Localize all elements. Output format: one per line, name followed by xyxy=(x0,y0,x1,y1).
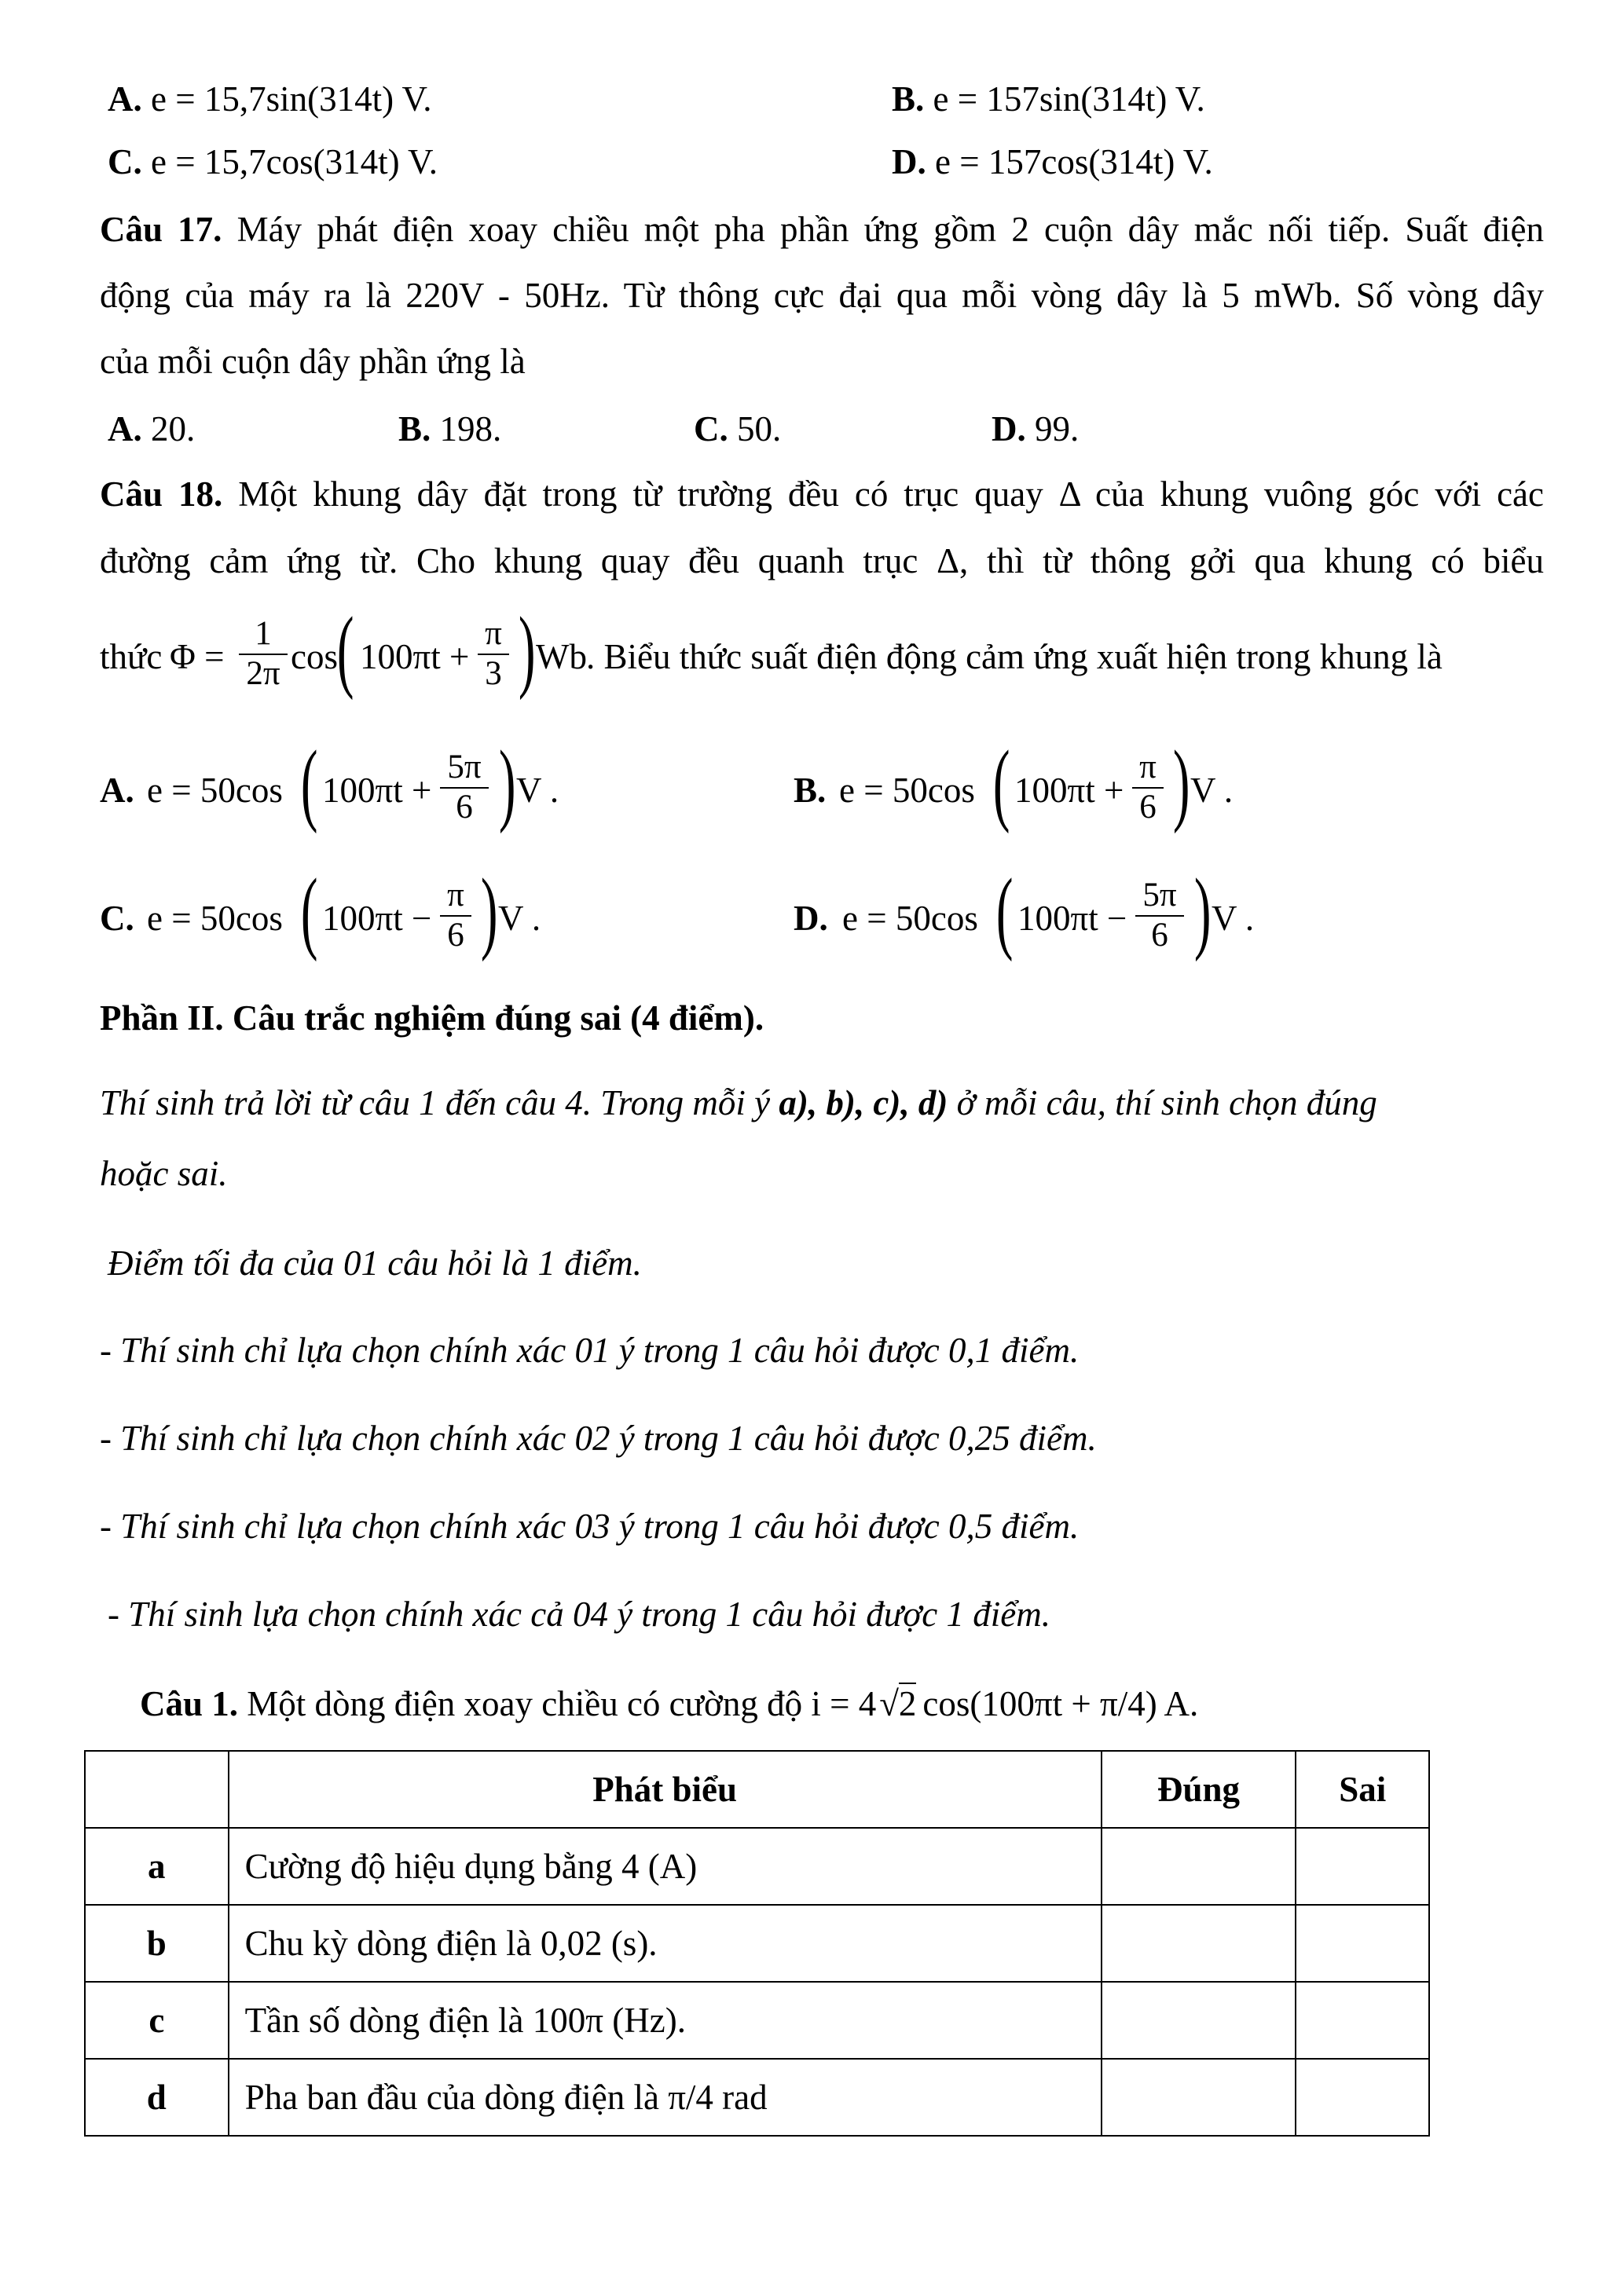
right-paren: ) xyxy=(518,598,536,701)
denominator: 6 xyxy=(1151,917,1168,954)
option-arg: 100πt − xyxy=(322,899,432,938)
option-label: D. xyxy=(992,409,1026,449)
option-label: C. xyxy=(100,899,134,938)
right-paren: ) xyxy=(1172,731,1190,834)
question-text: Một dòng điện xoay chiều có cường độ i = 4 xyxy=(247,1684,877,1723)
true-cell[interactable] xyxy=(1102,1828,1296,1905)
phase-denominator: 3 xyxy=(485,655,502,692)
phase-fraction xyxy=(478,617,509,690)
option-text: e = 157cos(314t) V. xyxy=(935,142,1213,181)
instruction-text: Thí sinh trả lời từ câu 1 đến câu 4. Trong mỗi ý xyxy=(100,1083,779,1122)
phase-numerator: π xyxy=(485,615,502,652)
option-label: C. xyxy=(694,409,728,449)
option-label: B. xyxy=(398,409,431,449)
option-fraction xyxy=(1135,878,1184,952)
question-label: Câu 17. xyxy=(100,210,222,249)
sqrt-sign: √ xyxy=(879,1684,899,1723)
left-paren: ( xyxy=(336,598,354,701)
option-lead: e = 50cos xyxy=(842,899,978,938)
row-statement: Cường độ hiệu dụng bằng 4 (A) xyxy=(229,1828,1102,1905)
question-label: Câu 1. xyxy=(140,1684,239,1723)
question-text: cos(100πt + π/4) A. xyxy=(922,1684,1199,1723)
option-unit: V . xyxy=(1212,899,1255,938)
question-text: Máy phát điện xoay chiều một pha phần ứng gồm 2 cuộn dây mắc nối tiếp. Suất điện xyxy=(236,210,1544,249)
option-label: C. xyxy=(108,142,142,181)
instruction-text: ở mỗi câu, thí sinh chọn đúng xyxy=(948,1083,1377,1122)
q17-option-a xyxy=(108,408,195,449)
right-paren: ) xyxy=(480,859,498,962)
left-paren: ( xyxy=(300,731,318,834)
part2-rule-1: - Thí sinh chỉ lựa chọn chính xác 01 ý trong 1 câu hỏi được 0,1 điểm. xyxy=(100,1331,1080,1370)
true-cell[interactable] xyxy=(1102,1982,1296,2059)
row-key: b xyxy=(85,1905,229,1982)
option-text: 50. xyxy=(737,409,782,449)
option-unit: V . xyxy=(1190,771,1234,810)
option-text: 198. xyxy=(439,409,502,449)
option-label: B. xyxy=(794,771,827,810)
heading-text: Phần II. Câu trắc nghiệm đúng sai (4 điểm). xyxy=(100,998,764,1038)
false-cell[interactable] xyxy=(1296,1828,1429,1905)
numerator: 5π xyxy=(447,749,482,785)
q16-option-a xyxy=(108,79,431,119)
sqrt-radicand: 2 xyxy=(898,1684,917,1723)
row-key: c xyxy=(85,1982,229,2059)
option-fraction xyxy=(440,750,489,824)
coef-numerator: 1 xyxy=(255,615,272,652)
option-arg: 100πt + xyxy=(1014,771,1124,810)
part2-heading xyxy=(100,998,764,1038)
coef-denominator: 2π xyxy=(246,655,280,692)
option-text: e = 15,7cos(314t) V. xyxy=(151,142,438,181)
header-false: Sai xyxy=(1296,1751,1429,1828)
option-arg: 100πt + xyxy=(322,771,432,810)
table-header-row xyxy=(85,1751,1429,1828)
q16-option-b xyxy=(892,79,1205,119)
option-label: B. xyxy=(892,79,925,119)
header-true: Đúng xyxy=(1102,1751,1296,1828)
true-cell[interactable] xyxy=(1102,1905,1296,1982)
part2-rule-4: - Thí sinh lựa chọn chính xác cả 04 ý trong 1 câu hỏi được 1 điểm. xyxy=(108,1595,1050,1634)
option-lead: e = 50cos xyxy=(839,771,975,810)
right-paren: ) xyxy=(1193,859,1212,962)
left-paren: ( xyxy=(992,731,1010,834)
option-label: A. xyxy=(108,79,142,119)
option-label: D. xyxy=(892,142,926,181)
left-paren: ( xyxy=(300,859,318,962)
formula-phi: Φ = xyxy=(170,637,225,676)
part2-instruction-line-1 xyxy=(100,1082,1377,1123)
formula-cos: cos xyxy=(291,637,338,676)
q16-option-c xyxy=(108,141,438,182)
q18-line-1 xyxy=(100,474,1544,514)
formula-unit: Wb xyxy=(536,637,587,676)
table-row xyxy=(85,1982,1429,2059)
q17-line-3: của mỗi cuộn dây phần ứng là xyxy=(100,342,526,381)
q17-option-d xyxy=(992,408,1079,449)
false-cell[interactable] xyxy=(1296,1905,1429,1982)
q17-option-b xyxy=(398,408,501,449)
numerator: π xyxy=(447,877,464,914)
instruction-items: a), b), c), d) xyxy=(779,1083,948,1122)
row-statement: Tần số dòng điện là 100π (Hz). xyxy=(229,1982,1102,2059)
right-paren: ) xyxy=(498,731,516,834)
formula-arg: 100πt + xyxy=(360,637,470,676)
q17-line-1 xyxy=(100,209,1544,250)
left-paren: ( xyxy=(995,859,1014,962)
table-row xyxy=(85,2059,1429,2136)
row-statement: Chu kỳ dòng điện là 0,02 (s). xyxy=(229,1905,1102,1982)
row-key: d xyxy=(85,2059,229,2136)
option-text: 99. xyxy=(1035,409,1080,449)
q16-option-d xyxy=(892,141,1213,182)
true-cell[interactable] xyxy=(1102,2059,1296,2136)
option-fraction xyxy=(1132,750,1164,824)
numerator: π xyxy=(1139,749,1157,785)
coef-fraction xyxy=(239,617,288,690)
table-row xyxy=(85,1828,1429,1905)
option-arg: 100πt − xyxy=(1017,899,1127,938)
formula-prefix: thức xyxy=(100,637,163,676)
option-text: 20. xyxy=(151,409,196,449)
option-text: e = 157sin(314t) V. xyxy=(933,79,1205,119)
question-text: Một khung dây đặt trong từ trường đều có trục quay Δ của khung vuông góc với các xyxy=(238,474,1544,514)
header-key xyxy=(85,1751,229,1828)
row-statement: Pha ban đầu của dòng điện là π/4 rad xyxy=(229,2059,1102,2136)
q1-stem xyxy=(140,1683,1198,1724)
option-label: D. xyxy=(794,899,828,938)
q18-line-2: đường cảm ứng từ. Cho khung quay đều quanh trục Δ, thì từ thông gởi qua khung có biểu xyxy=(100,541,1544,580)
false-cell[interactable] xyxy=(1296,2059,1429,2136)
q17-option-c xyxy=(694,408,781,449)
option-unit: V . xyxy=(498,899,541,938)
option-lead: e = 50cos xyxy=(147,771,283,810)
false-cell[interactable] xyxy=(1296,1982,1429,2059)
numerator: 5π xyxy=(1142,877,1177,914)
denominator: 6 xyxy=(1139,789,1157,826)
part2-max-score: Điểm tối đa của 01 câu hỏi là 1 điểm. xyxy=(108,1243,642,1283)
option-unit: V . xyxy=(516,771,559,810)
option-lead: e = 50cos xyxy=(147,899,283,938)
question-label: Câu 18. xyxy=(100,474,223,514)
part2-rule-2: - Thí sinh chỉ lựa chọn chính xác 02 ý trong 1 câu hỏi được 0,25 điểm. xyxy=(100,1419,1097,1458)
option-label: A. xyxy=(108,409,142,449)
table-row xyxy=(85,1905,1429,1982)
option-label: A. xyxy=(100,771,134,810)
row-key: a xyxy=(85,1828,229,1905)
line-rest: . Biểu thức suất điện động cảm ứng xuất hiện trong khung là xyxy=(586,637,1443,676)
true-false-table xyxy=(84,1750,1430,2137)
header-statement: Phát biểu xyxy=(229,1751,1102,1828)
q17-line-2: động của máy ra là 220V - 50Hz. Từ thông cực đại qua mỗi vòng dây là 5 mWb. Số vòng dây xyxy=(100,276,1544,315)
option-text: e = 15,7sin(314t) V. xyxy=(151,79,432,119)
part2-instruction-line-2: hoặc sai. xyxy=(100,1154,228,1193)
option-fraction xyxy=(440,878,471,952)
part2-rule-3: - Thí sinh chỉ lựa chọn chính xác 03 ý trong 1 câu hỏi được 0,5 điểm. xyxy=(100,1507,1080,1546)
denominator: 6 xyxy=(456,789,473,826)
denominator: 6 xyxy=(447,917,464,954)
